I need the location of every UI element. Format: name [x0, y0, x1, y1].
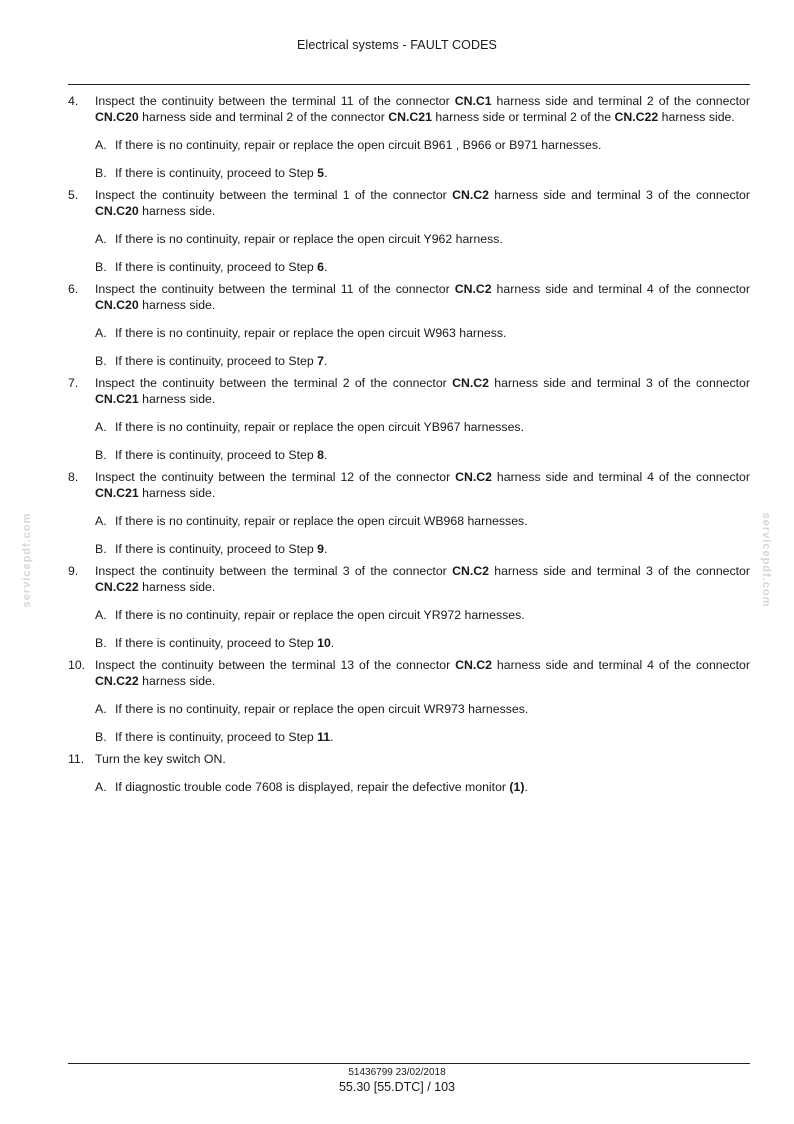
text-run: harness side.	[138, 580, 216, 594]
text-run: If there is no continuity, repair or replace the open circuit WB968 harnesses.	[115, 514, 528, 528]
bold-text: 5	[317, 166, 324, 180]
text-run: harness side.	[138, 204, 216, 218]
document-code: 51436799 23/02/2018	[348, 1067, 446, 1078]
footer-divider	[68, 1063, 750, 1064]
sub-step-text	[115, 730, 334, 744]
text-run: Inspect the continuity between the terminal 3 of the connector	[95, 564, 453, 578]
text-run: .	[323, 260, 328, 274]
step-number: 6.	[68, 282, 79, 296]
procedure-step	[68, 469, 750, 557]
sub-step-letter: B.	[95, 636, 107, 650]
bold-text: CN.C2	[455, 658, 492, 672]
text-run: Turn the key switch ON.	[95, 752, 226, 766]
text-run: If diagnostic trouble code 7608 is displayed, repair the defective monitor	[115, 780, 510, 794]
text-run: If there is no continuity, repair or replace the open circuit W963 harness.	[115, 326, 507, 340]
sub-step-letter: B.	[95, 354, 107, 368]
sub-step-letter: A.	[95, 420, 107, 434]
bold-text: 8	[317, 448, 324, 462]
page-title: Electrical systems - FAULT CODES	[297, 38, 497, 52]
header-divider	[68, 84, 750, 85]
sub-step-letter: B.	[95, 542, 107, 556]
sub-step-letter: A.	[95, 608, 107, 622]
bold-text: CN.C21	[388, 110, 432, 124]
bold-text: 6	[317, 260, 324, 274]
sub-step-letter: A.	[95, 780, 107, 794]
text-run: harness side.	[138, 486, 216, 500]
step-number: 7.	[68, 376, 79, 390]
sub-step-letter: A.	[95, 326, 107, 340]
procedure-step	[68, 187, 750, 275]
text-run: .	[330, 636, 335, 650]
text-run: harness side and terminal 3 of the connector	[488, 188, 750, 202]
text-run: harness side.	[138, 392, 216, 406]
sub-step-text	[115, 166, 327, 180]
procedure-steps-list	[68, 93, 750, 801]
watermark-right: servicepdf.com	[760, 512, 772, 608]
procedure-step	[68, 93, 750, 181]
text-run: Inspect the continuity between the terminal 2 of the connector	[95, 376, 453, 390]
text-run: harness side and terminal 2 of the connector	[491, 94, 750, 108]
page-number: 55.30 [55.DTC] / 103	[338, 1080, 456, 1094]
text-run: If there is no continuity, repair or replace the open circuit Y962 harness.	[115, 232, 503, 246]
sub-step	[95, 541, 750, 557]
sub-step-letter: B.	[95, 260, 107, 274]
bold-text: (1)	[509, 780, 525, 794]
bold-text: CN.C22	[95, 580, 139, 594]
procedure-step	[68, 281, 750, 369]
text-run: If there is continuity, proceed to Step	[115, 542, 318, 556]
text-run: harness side and terminal 3 of the connector	[488, 564, 750, 578]
step-text	[95, 563, 750, 595]
sub-step	[95, 729, 750, 745]
sub-step-text	[115, 702, 528, 716]
text-run: harness side and terminal 3 of the connector	[488, 376, 750, 390]
step-text	[95, 187, 750, 219]
sub-step-text	[115, 232, 503, 246]
text-run: If there is continuity, proceed to Step	[115, 448, 318, 462]
text-run: Inspect the continuity between the terminal 11 of the connector	[95, 94, 455, 108]
text-run: If there is continuity, proceed to Step	[115, 260, 318, 274]
step-number: 11.	[68, 752, 85, 766]
bold-text: CN.C2	[455, 470, 492, 484]
sub-step-text	[115, 448, 327, 462]
step-text	[95, 281, 750, 313]
sub-step	[95, 419, 750, 435]
sub-step	[95, 635, 750, 651]
bold-text: 11	[317, 730, 331, 744]
text-run: If there is continuity, proceed to Step	[115, 730, 318, 744]
bold-text: 10	[317, 636, 331, 650]
text-run: harness side.	[658, 110, 735, 124]
step-text	[95, 469, 750, 501]
watermark-left: servicepdf.com	[21, 512, 33, 608]
sub-step	[95, 513, 750, 529]
sub-step-letter: B.	[95, 448, 107, 462]
bold-text: CN.C21	[95, 486, 139, 500]
step-number: 9.	[68, 564, 79, 578]
text-run: Inspect the continuity between the terminal 13 of the connector	[95, 658, 456, 672]
sub-step	[95, 259, 750, 275]
step-number: 8.	[68, 470, 79, 484]
sub-step	[95, 137, 750, 153]
step-text	[95, 751, 750, 767]
sub-step-text	[115, 420, 524, 434]
sub-step-letter: A.	[95, 232, 107, 246]
sub-step	[95, 325, 750, 341]
sub-step	[95, 447, 750, 463]
step-number: 10.	[68, 658, 86, 672]
procedure-step	[68, 751, 750, 795]
bold-text: 7	[317, 354, 324, 368]
text-run: If there is continuity, proceed to Step	[115, 636, 318, 650]
procedure-step	[68, 375, 750, 463]
sub-step-text	[115, 514, 528, 528]
sub-step-letter: A.	[95, 138, 107, 152]
sub-step-text	[115, 138, 601, 152]
text-run: If there is continuity, proceed to Step	[115, 166, 318, 180]
text-run: If there is no continuity, repair or replace the open circuit YR972 harnesses.	[115, 608, 525, 622]
bold-text: CN.C2	[454, 282, 492, 296]
sub-step-text	[115, 780, 528, 794]
sub-step-text	[115, 260, 327, 274]
step-text	[95, 93, 750, 125]
sub-step	[95, 231, 750, 247]
sub-step	[95, 165, 750, 181]
text-run: harness side and terminal 2 of the connector	[138, 110, 389, 124]
step-text	[95, 375, 750, 407]
bold-text: CN.C21	[95, 392, 139, 406]
text-run: .	[323, 448, 328, 462]
text-run: harness side or terminal 2 of the	[432, 110, 615, 124]
sub-step	[95, 701, 750, 717]
procedure-step	[68, 563, 750, 651]
sub-step-text	[115, 354, 327, 368]
text-run: Inspect the continuity between the terminal 1 of the connector	[95, 188, 453, 202]
text-run: harness side.	[138, 298, 216, 312]
sub-step-text	[115, 608, 525, 622]
text-run: If there is no continuity, repair or replace the open circuit B961 , B966 or B971 harnesses.	[115, 138, 602, 152]
text-run: harness side.	[138, 674, 216, 688]
procedure-step	[68, 657, 750, 745]
bold-text: CN.C2	[452, 188, 489, 202]
text-run: harness side and terminal 4 of the connector	[491, 282, 750, 296]
sub-step-letter: B.	[95, 166, 107, 180]
sub-step	[95, 779, 750, 795]
text-run: .	[524, 780, 528, 794]
bold-text: CN.C2	[452, 564, 489, 578]
step-number: 4.	[68, 94, 79, 108]
sub-step-text	[115, 636, 334, 650]
text-run: If there is no continuity, repair or replace the open circuit WR973 harnesses.	[115, 702, 529, 716]
sub-step-text	[115, 542, 327, 556]
bold-text: CN.C1	[454, 94, 492, 108]
text-run: Inspect the continuity between the terminal 12 of the connector	[95, 470, 456, 484]
sub-step-letter: A.	[95, 514, 107, 528]
sub-step	[95, 353, 750, 369]
text-run: Inspect the continuity between the terminal 11 of the connector	[95, 282, 455, 296]
text-run: .	[323, 354, 328, 368]
sub-step-letter: A.	[95, 702, 107, 716]
text-run: .	[323, 166, 328, 180]
text-run: harness side and terminal 4 of the connector	[492, 658, 750, 672]
step-text	[95, 657, 750, 689]
bold-text: CN.C2	[452, 376, 489, 390]
step-number: 5.	[68, 188, 79, 202]
text-run: If there is no continuity, repair or replace the open circuit YB967 harnesses.	[115, 420, 524, 434]
sub-step	[95, 607, 750, 623]
text-run: harness side and terminal 4 of the connector	[492, 470, 750, 484]
bold-text: CN.C22	[614, 110, 659, 124]
bold-text: CN.C20	[95, 298, 139, 312]
sub-step-letter: B.	[95, 730, 107, 744]
bold-text: CN.C22	[95, 674, 139, 688]
text-run: If there is continuity, proceed to Step	[115, 354, 318, 368]
bold-text: 9	[317, 542, 324, 556]
text-run: .	[330, 730, 334, 744]
bold-text: CN.C20	[95, 110, 139, 124]
sub-step-text	[115, 326, 506, 340]
bold-text: CN.C20	[95, 204, 139, 218]
text-run: .	[323, 542, 328, 556]
